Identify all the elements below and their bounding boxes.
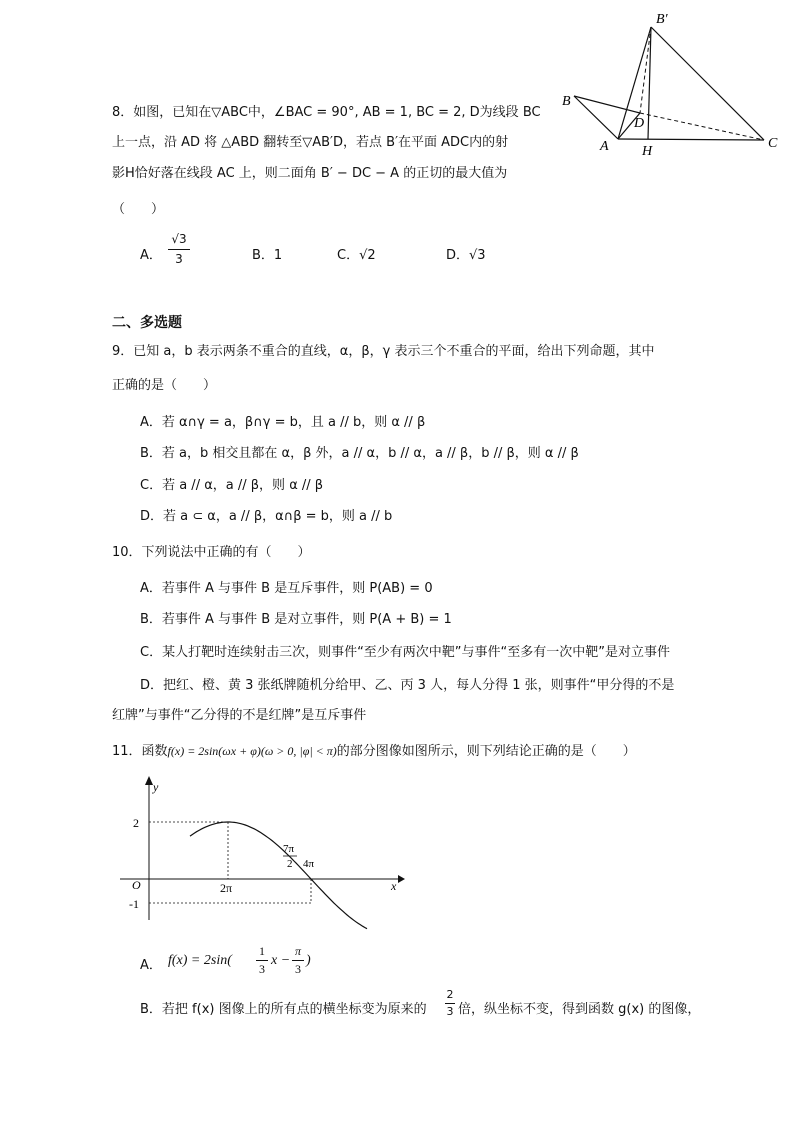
q11-option-a-close: ) <box>306 953 311 968</box>
q11-option-a-mid: x − <box>271 953 291 968</box>
q11-option-a-frac-den: 3 <box>259 962 265 976</box>
fraction-bar <box>168 249 190 250</box>
origin-label: O <box>132 878 141 892</box>
q9-option-b[interactable]: B．若 a，b 相交且都在 α，β 外，a // α，b // α，a // β，b // β，则 α // β <box>140 446 579 461</box>
q11-option-b-frac-num: 2 <box>446 988 454 1001</box>
q11-option-b-frac-den: 3 <box>446 1005 454 1018</box>
q8-line-1: 8．如图，已知在▽ABC中，∠BAC = 90°, AB = 1, BC = 2, D为线段 BC <box>112 105 541 120</box>
q11-option-b-post: 倍，纵坐标不变，得到函数 g(x) 的图像， <box>458 1002 701 1017</box>
q10-option-c[interactable]: C．某人打靶时连续射击三次，则事件“至少有两次中靶”与事件“至多有一次中靶”是对立事件 <box>140 645 671 660</box>
section-title-multi-choice: 二、多选题 <box>112 315 182 331</box>
edge-bprime-c <box>651 27 764 140</box>
q11-option-a-pi-den: 3 <box>295 962 301 976</box>
q9-option-a[interactable]: A．若 α∩γ = a，β∩γ = b，且 a // b，则 α // β <box>140 415 426 430</box>
q11-stem-pre: 11．函数 <box>112 744 168 759</box>
q10-option-b[interactable]: B．若事件 A 与事件 B 是对立事件，则 P(A + B) = 1 <box>140 612 452 627</box>
label-d: D <box>634 116 645 131</box>
sine-curve <box>190 822 367 929</box>
fraction-bar <box>445 1003 455 1004</box>
q9-option-d[interactable]: D．若 a ⊂ α，a // β，α∩β = b，则 a // b <box>140 509 393 524</box>
q11-stem-post: 的部分图像如图所示，则下列结论正确的是（ ） <box>336 744 636 759</box>
y-tick-2: 2 <box>133 816 139 830</box>
label-b-prime: B′ <box>656 12 668 27</box>
y-tick-minus-1: -1 <box>129 897 139 911</box>
x-tick-4pi: 4π <box>303 858 315 870</box>
q8-line-2: 上一点，沿 AD 将 △ABD 翻转至▽AB′D，若点 B′在平面 ADC内的射 <box>112 135 509 150</box>
q11-option-a-label: A． <box>140 958 162 973</box>
edge-b-a <box>574 96 618 139</box>
label-a: A <box>600 139 609 154</box>
q8-option-c[interactable]: C．√2 <box>337 248 376 263</box>
q8-line-3: 影H恰好落在线段 AC 上，则二面角 B′ − DC − A 的正切的最大值为 <box>112 166 508 181</box>
q8-option-b[interactable]: B．1 <box>252 248 283 263</box>
q11-option-a-pi: π <box>294 944 301 958</box>
y-axis-label: y <box>153 780 159 794</box>
q10-option-a[interactable]: A．若事件 A 与事件 B 是互斥事件，则 P(AB) = 0 <box>140 581 433 596</box>
edge-a-c <box>618 139 764 140</box>
q11-option-b-pre: B．若把 f(x) 图像上的所有点的横坐标变为原来的 <box>140 1002 427 1017</box>
q9-option-c[interactable]: C．若 a // α，a // β，则 α // β <box>140 478 324 493</box>
edge-d-c <box>640 113 764 140</box>
q11-stem-formula: f(x) = 2sin(ωx + φ)(ω > 0, |φ| < π) <box>167 744 337 758</box>
q10-option-d-line-2: 红牌”与事件“乙分得的不是红牌”是互斥事件 <box>112 708 367 723</box>
q11-stem <box>112 741 636 762</box>
fraction-bar <box>256 960 268 961</box>
q10-stem: 10．下列说法中正确的有（ ） <box>112 545 311 560</box>
q11-option-b[interactable] <box>140 988 760 1024</box>
x-axis-label: x <box>391 879 397 893</box>
q8-answer-paren: （ ） <box>112 202 165 217</box>
q9-stem-1: 9．已知 a，b 表示两条不重合的直线，α，β，γ 表示三个不重合的平面，给出下列命题，其中 <box>112 344 655 359</box>
x-tick-7pi-numerator: 7π <box>283 843 295 855</box>
x-tick-2pi: 2π <box>220 881 233 895</box>
fraction-bar <box>292 960 304 961</box>
x-axis-arrow <box>398 875 405 883</box>
label-b: B <box>562 94 571 109</box>
q11-option-a-formula: f(x) = 2sin( <box>168 953 232 968</box>
option-a-denominator: 3 <box>175 252 183 266</box>
q8-option-d[interactable]: D．√3 <box>446 248 486 263</box>
q10-option-d-line-1[interactable]: D．把红、橙、黄 3 张纸牌随机分给甲、乙、丙 3 人，每人分得 1 张，则事件“甲分得的不是 <box>140 678 675 693</box>
label-c: C <box>768 136 778 151</box>
option-a-label: A． <box>140 248 162 263</box>
option-a-numerator: √3 <box>171 232 187 246</box>
q8-figure <box>560 10 785 160</box>
label-h: H <box>642 144 653 159</box>
x-tick-7pi-denominator: 2 <box>287 858 293 870</box>
q9-stem-2: 正确的是（ ） <box>112 378 217 393</box>
y-axis-arrow <box>145 776 153 785</box>
q11-graph <box>115 770 405 930</box>
q11-option-a-frac-num: 1 <box>259 944 265 958</box>
